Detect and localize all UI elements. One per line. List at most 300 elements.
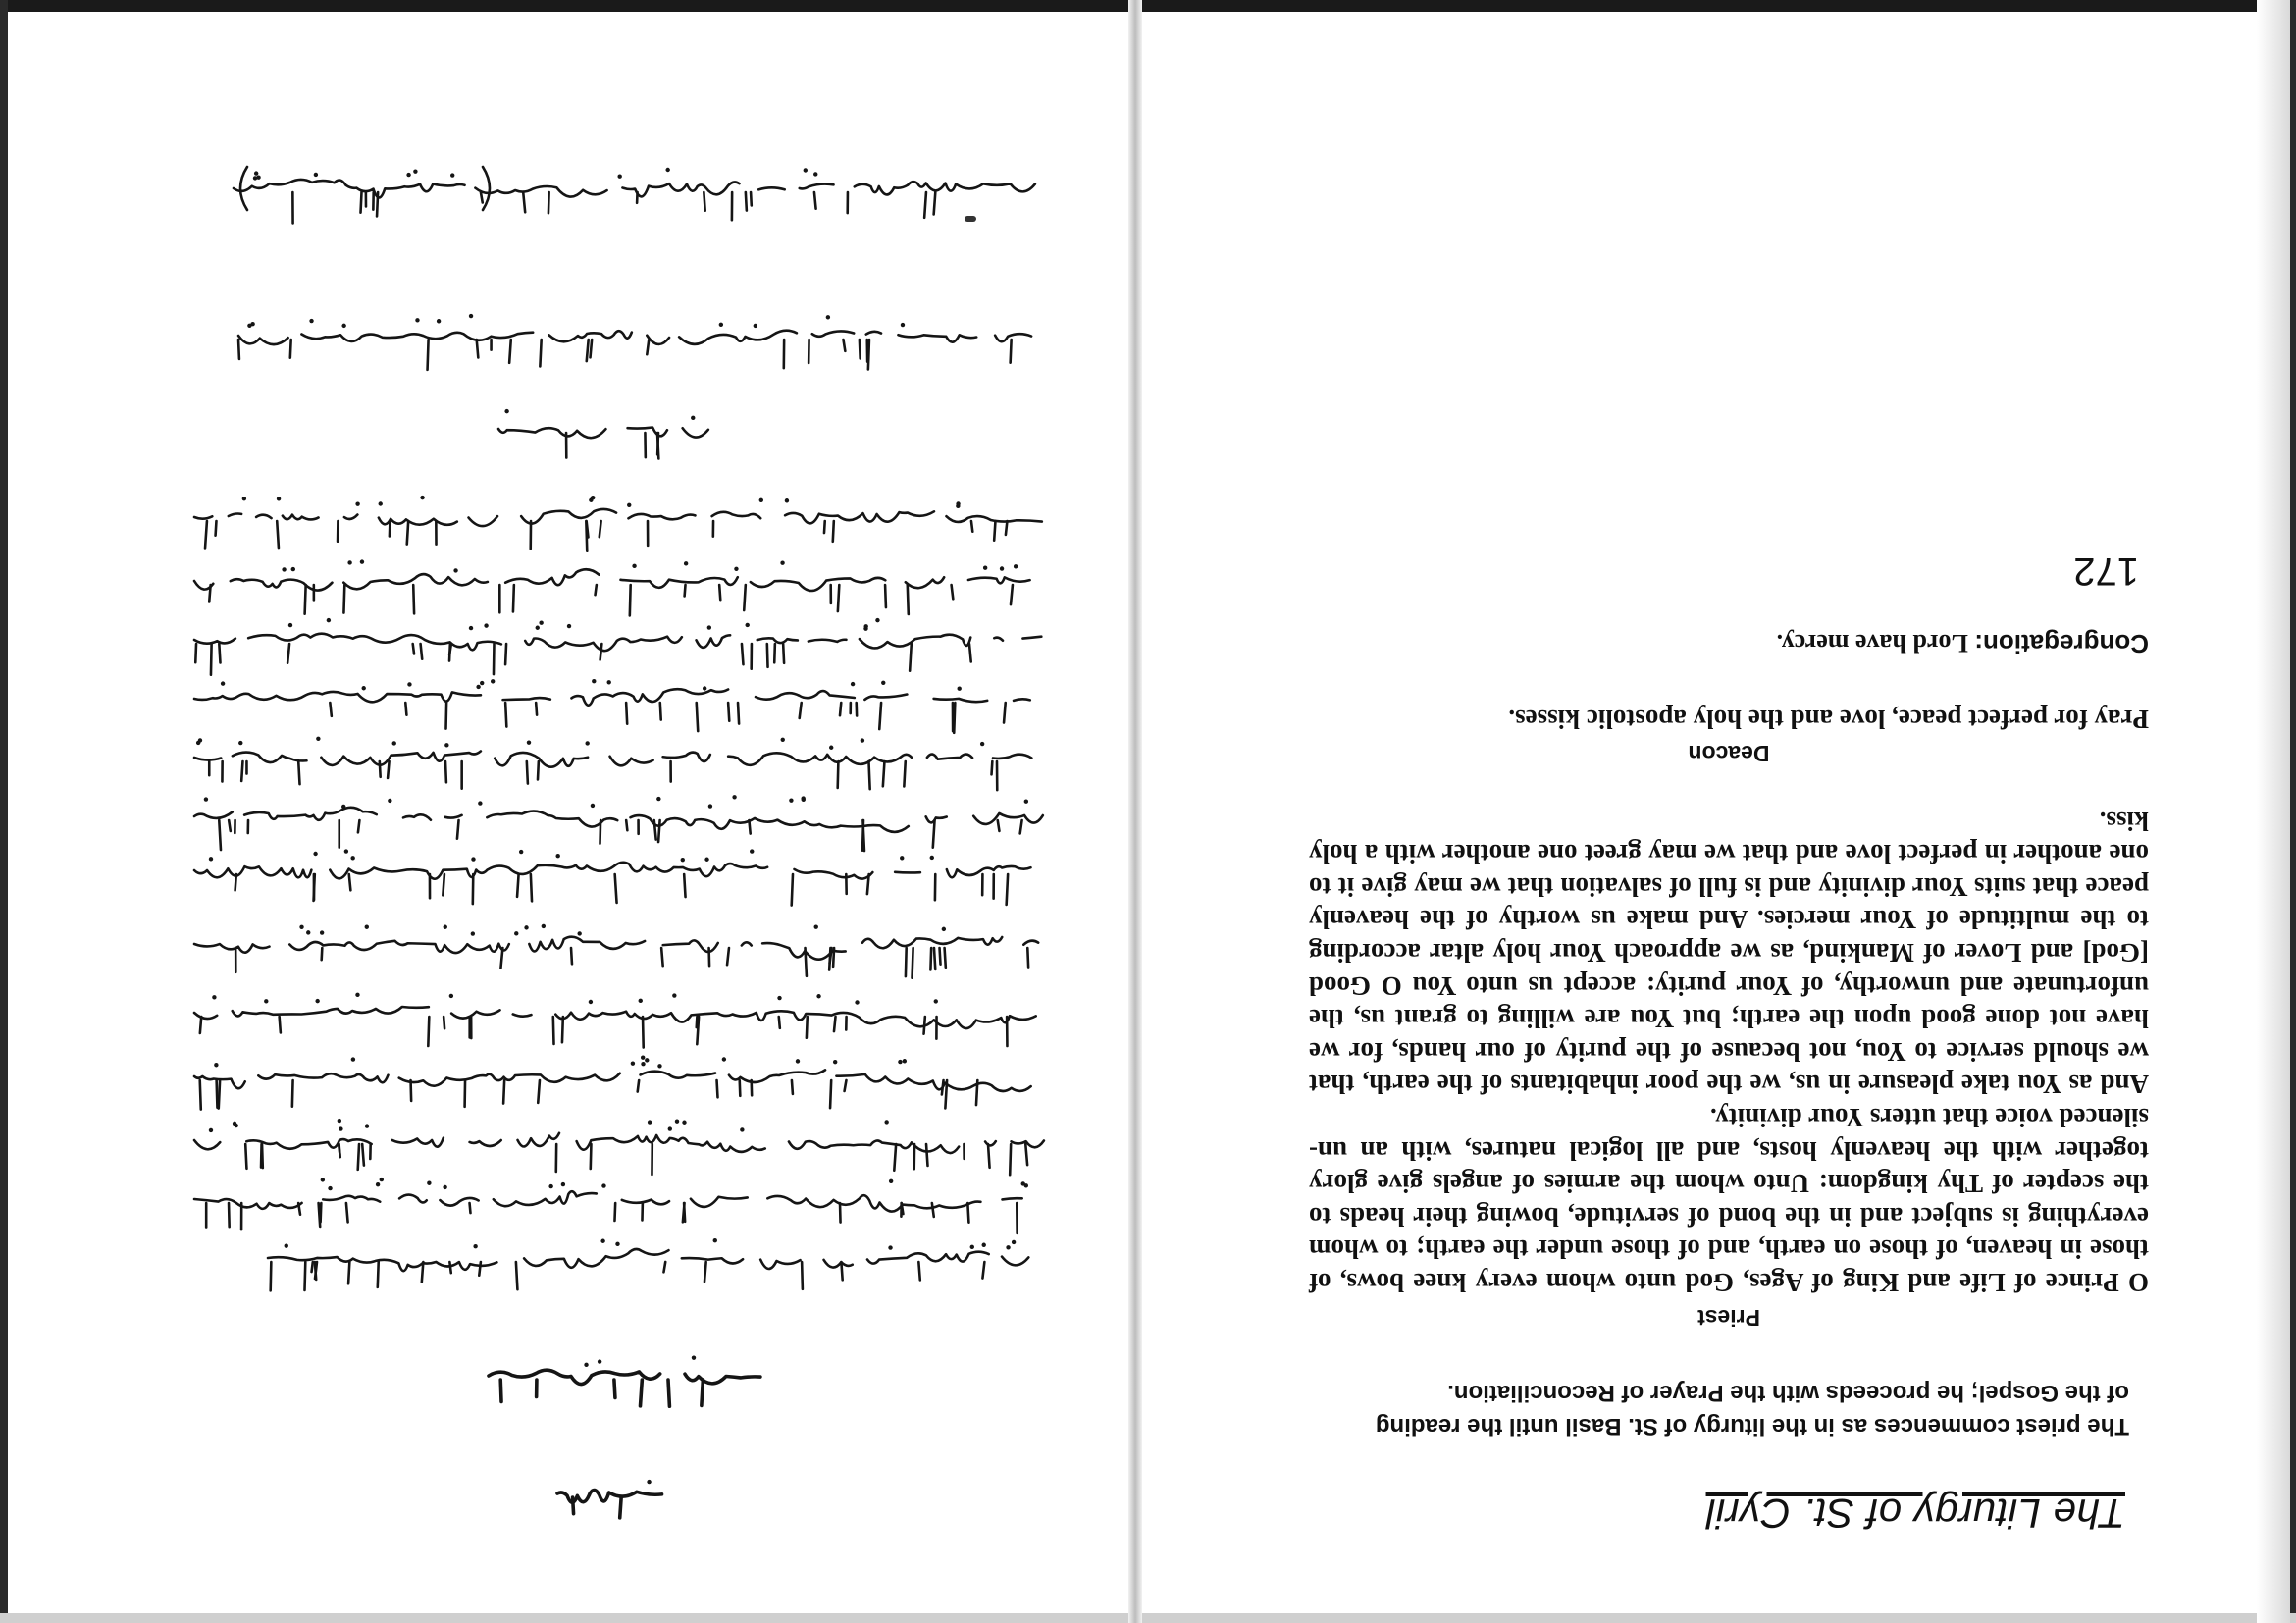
handwriting-stroke <box>319 1203 321 1227</box>
handwriting-stroke <box>407 521 408 545</box>
handwriting-stroke <box>1011 585 1013 604</box>
handwriting-dot <box>341 805 345 809</box>
handwriting-stroke <box>930 948 931 969</box>
handwriting-dot <box>444 925 447 929</box>
handwriting-dot <box>732 795 736 799</box>
scan-left-edge <box>0 0 8 1623</box>
handwriting-stroke <box>638 1080 639 1092</box>
handwriting-dot <box>740 1127 744 1131</box>
handwriting-dot <box>615 1242 619 1246</box>
handwriting-stroke <box>614 1380 615 1397</box>
handwriting-stroke <box>538 1080 540 1103</box>
priest-prayer-paragraph-1: O Prince of Life and King of Ages, God unto whom every knee bows, of those in heaven, of those on earth, and of those under the earth; to whom everything is subject and in the bond of servitude, bowing their heads to the scepter of Thy kingdom: Unto whom the armies of angels give glory together with the heavenly hosts, and all logical natures, with an un-silenced voice that utters Your divinity. <box>1309 1103 2149 1297</box>
handwriting-dot <box>214 1063 218 1067</box>
handwriting-stroke <box>879 703 881 729</box>
handwriting-stroke <box>926 1144 927 1166</box>
handwriting-dot <box>589 1000 593 1004</box>
handwriting-stroke <box>1011 340 1012 363</box>
handwriting-stroke <box>945 1080 947 1108</box>
handwriting-dot <box>212 995 216 999</box>
handwriting-dot <box>601 1183 605 1187</box>
handwriting-stroke <box>277 521 279 548</box>
handwriting-dot <box>881 681 885 685</box>
handwriting-stroke <box>280 1017 281 1032</box>
handwriting-stroke <box>540 340 541 366</box>
handwriting-stroke <box>405 703 406 715</box>
handwriting-dot <box>478 801 482 805</box>
handwriting-dot <box>360 559 364 563</box>
handwriting-stroke <box>1006 521 1008 535</box>
handwriting-stroke <box>457 820 459 839</box>
handwriting-dot <box>338 1119 341 1123</box>
handwriting-stroke <box>571 948 572 964</box>
handwriting-stroke <box>517 874 519 897</box>
handwriting-stroke <box>443 874 444 895</box>
handwriting-stroke <box>952 585 954 599</box>
handwriting-stroke <box>840 1203 841 1223</box>
handwriting-dot <box>801 796 805 800</box>
page-title: The Liturgy of St. Cyril <box>1705 1491 2125 1537</box>
handwriting-stroke <box>245 1144 246 1169</box>
page-number: 172 <box>2073 550 2139 594</box>
handwriting-dot <box>707 625 711 629</box>
handwriting-stroke <box>553 1017 554 1044</box>
handwriting-dot <box>539 621 543 625</box>
handwriting-stroke <box>657 433 658 459</box>
handwriting-stroke <box>500 948 502 969</box>
handwriting-dot <box>785 498 789 502</box>
handwriting-stroke <box>413 585 414 613</box>
handwriting-stroke <box>362 1144 364 1166</box>
handwriting-stroke <box>717 1080 718 1097</box>
handwriting-stroke <box>945 948 946 968</box>
handwriting-dot <box>750 849 754 853</box>
handwriting-stroke <box>358 1144 359 1170</box>
handwriting-line-2 <box>238 331 1031 344</box>
handwriting-stroke <box>833 948 834 967</box>
handwriting-dot <box>542 924 546 928</box>
handwriting-stroke <box>933 820 935 848</box>
handwriting-stroke <box>200 1017 201 1033</box>
handwriting-dot <box>641 1056 645 1060</box>
handwriting-dot <box>471 931 475 935</box>
priest-prayer-paragraph-2: And as You take pleasure in us, we the poor inhabitants of the earth, that we should service to You, not because of the purity of our hands, for we have not done good upon the earth; but You are willing to grant us, the unfortunate and unworthy, of Your purity: accept us unto You O Good [God] and Lover of Mankind, as we approach Your holy altar according to the multitude of Your mercies. And make us worthy of the heavenly peace that suits Your divinity and is full of salvation that we may give it to one another in perfect love and that we may greet one another with a holy kiss. <box>1309 806 2149 1100</box>
handwriting-stroke <box>516 1262 518 1289</box>
handwriting-stroke <box>982 1262 984 1279</box>
handwriting-stroke <box>934 948 935 969</box>
handwriting-stroke <box>704 1262 706 1282</box>
handwriting-stroke <box>802 1262 803 1289</box>
handwriting-stroke <box>806 948 807 976</box>
handwriting-dot <box>555 854 559 858</box>
handwriting-stroke <box>615 874 617 903</box>
handwriting-dot <box>668 1126 672 1130</box>
handwriting-dot <box>903 1059 907 1063</box>
handwriting-dot <box>413 169 417 173</box>
handwriting-stroke <box>219 1080 220 1109</box>
handwriting-stroke <box>322 948 323 960</box>
handwriting-stroke <box>792 874 793 906</box>
handwriting-stroke <box>538 761 539 779</box>
handwriting-dot <box>339 1126 342 1130</box>
handwriting-dot <box>703 686 706 690</box>
handwriting-stroke <box>348 1262 349 1283</box>
handwriting-dot <box>351 1057 355 1061</box>
handwriting-line-1 <box>234 180 1035 197</box>
handwriting-stroke <box>740 1080 741 1096</box>
handwriting-stroke <box>663 1262 665 1272</box>
handwriting-stroke <box>643 1017 644 1047</box>
handwriting-dot <box>567 624 571 628</box>
handwriting-stroke <box>219 644 220 662</box>
handwriting-dot <box>591 496 595 499</box>
handwriting-dot <box>672 993 676 997</box>
handwriting-stroke <box>738 703 739 724</box>
handwriting-stroke <box>910 644 912 671</box>
handwriting-stroke <box>918 1262 919 1280</box>
handwriting-dot <box>734 567 738 571</box>
handwriting-dot <box>719 323 723 327</box>
handwriting-dot <box>584 1363 588 1367</box>
handwriting-stroke <box>658 820 660 842</box>
handwriting-lines <box>8 12 1128 1613</box>
handwriting-dot <box>958 687 962 691</box>
handwriting-stroke <box>388 761 389 778</box>
handwriting-dot <box>291 567 295 571</box>
handwriting-dot <box>627 503 631 507</box>
handwriting-stroke <box>954 703 955 733</box>
handwriting-dot <box>970 1245 974 1249</box>
handwriting-stroke <box>312 1262 313 1272</box>
handwriting-stroke <box>779 1017 780 1028</box>
handwriting-stroke <box>477 340 479 357</box>
handwriting-stroke <box>587 340 589 361</box>
handwriting-dot <box>347 560 351 564</box>
handwriting-dot <box>577 931 581 935</box>
handwriting-stroke <box>573 1497 574 1514</box>
handwritten-page <box>8 12 1128 1613</box>
handwriting-dot <box>392 741 396 745</box>
handwriting-stroke <box>840 703 841 715</box>
handwriting-dot <box>437 319 441 323</box>
handwriting-dot <box>469 626 473 630</box>
handwriting-dot <box>691 416 695 420</box>
handwriting-stroke <box>751 192 752 205</box>
handwriting-dot <box>350 856 354 860</box>
handwriting-dot <box>1000 566 1004 570</box>
handwriting-dot <box>607 680 611 684</box>
handwriting-stroke <box>626 703 627 724</box>
handwriting-stroke <box>238 340 239 359</box>
handwriting-dot <box>639 999 643 1003</box>
handwriting-stroke <box>216 521 217 536</box>
caption-parenthesis <box>483 167 490 210</box>
handwriting-dot <box>473 1244 477 1248</box>
handwriting-stroke <box>200 1080 201 1110</box>
handwriting-dot <box>415 318 419 322</box>
handwriting-stroke <box>513 585 514 611</box>
handwriting-dot <box>647 1480 651 1484</box>
handwriting-stroke <box>380 761 381 777</box>
handwriting-stroke <box>924 192 926 218</box>
handwriting-dot <box>826 315 830 319</box>
handwriting-stroke <box>838 585 839 611</box>
handwriting-stroke <box>314 874 315 901</box>
handwriting-dot <box>365 1124 369 1127</box>
handwriting-stroke <box>413 644 414 654</box>
handwriting-stroke <box>867 874 869 894</box>
handwriting-stroke <box>446 703 447 729</box>
handwriting-dot <box>519 850 523 854</box>
handwriting-stroke <box>992 761 993 774</box>
handwriting-dot <box>901 323 905 327</box>
handwriting-dot <box>420 496 424 499</box>
congregation-text: Lord have mercy. <box>1776 629 1968 658</box>
handwriting-dot <box>527 740 531 744</box>
handwriting-stroke <box>390 521 391 536</box>
handwriting-dot <box>480 681 484 685</box>
handwriting-dot <box>450 173 454 177</box>
handwriting-stroke <box>647 340 649 354</box>
handwriting-line-17 <box>489 1370 760 1384</box>
handwriting-stroke <box>346 1203 348 1222</box>
handwriting-stroke <box>1020 820 1022 833</box>
handwriting-dot <box>816 994 820 998</box>
handwriting-stroke <box>339 1144 340 1157</box>
handwriting-line-5 <box>194 569 1048 591</box>
handwriting-stroke <box>195 644 196 662</box>
handwriting-stroke <box>600 644 602 659</box>
handwriting-stroke <box>219 820 221 850</box>
handwriting-dot <box>930 856 934 860</box>
handwriting-stroke <box>1007 874 1008 905</box>
handwriting-dot <box>851 682 855 686</box>
handwriting-stroke <box>378 1262 379 1287</box>
handwriting-dot <box>285 1243 288 1247</box>
handwriting-stroke <box>814 192 816 209</box>
handwriting-stroke <box>654 820 656 840</box>
handwriting-stroke <box>626 820 627 830</box>
handwriting-stroke <box>591 1144 592 1169</box>
handwriting-dot <box>355 501 359 505</box>
handwriting-dot <box>1012 1240 1016 1244</box>
handwriting-dot <box>934 999 938 1003</box>
handwriting-line-18 <box>557 1491 678 1503</box>
handwriting-dot <box>376 1182 380 1186</box>
handwriting-dot <box>898 1060 902 1064</box>
handwriting-stroke <box>727 948 729 965</box>
handwriting-dot <box>641 1062 645 1066</box>
handwriting-stroke <box>445 761 446 782</box>
handwriting-dot <box>379 501 383 505</box>
handwriting-stroke <box>1004 703 1006 723</box>
handwriting-stroke <box>421 644 423 659</box>
handwriting-stroke <box>697 1017 699 1044</box>
handwriting-dot <box>277 497 281 500</box>
handwriting-stroke <box>531 874 532 901</box>
handwriting-stroke <box>843 340 845 351</box>
handwriting-dot <box>888 1245 892 1249</box>
handwriting-stroke <box>744 585 746 610</box>
handwriting-stroke <box>685 585 686 596</box>
handwriting-dot <box>306 930 310 934</box>
handwriting-stroke <box>298 761 299 784</box>
handwriting-stroke <box>969 644 971 661</box>
handwriting-dot <box>341 324 345 328</box>
handwriting-dot <box>209 1128 213 1132</box>
handwriting-stroke <box>774 644 775 662</box>
handwriting-stroke <box>998 820 1000 831</box>
handwriting-stroke <box>862 820 863 851</box>
handwriting-dot <box>264 999 268 1003</box>
handwriting-dot <box>631 1061 635 1065</box>
handwriting-line-13 <box>194 1070 1031 1091</box>
handwriting-stroke <box>523 192 525 212</box>
handwriting-stroke <box>841 1262 842 1280</box>
handwriting-dot <box>889 1179 893 1183</box>
handwriting-stroke <box>479 1262 481 1276</box>
handwriting-dot <box>427 1181 431 1185</box>
handwriting-stroke <box>349 874 351 890</box>
handwriting-dot <box>536 626 540 630</box>
handwriting-dot <box>682 1121 686 1125</box>
scan-bottom-edge <box>0 1613 2296 1623</box>
handwriting-dot <box>362 686 366 690</box>
handwriting-dot <box>884 1120 888 1124</box>
handwriting-dot <box>657 1064 661 1068</box>
handwriting-stroke <box>620 1497 621 1518</box>
handwriting-stroke <box>940 948 941 965</box>
handwriting-stroke <box>932 1203 934 1217</box>
handwriting-line-4 <box>194 509 1042 526</box>
handwriting-stroke <box>767 644 768 667</box>
handwriting-dot <box>632 564 636 568</box>
handwriting-dot <box>789 798 793 802</box>
handwriting-stroke <box>505 644 506 664</box>
handwriting-dot <box>484 623 488 627</box>
handwriting-stroke <box>908 585 909 614</box>
handwriting-dot <box>504 409 508 413</box>
scan-right-edge <box>2290 0 2296 1623</box>
handwriting-stroke <box>591 340 593 357</box>
book-gutter <box>1128 0 1142 1623</box>
handwriting-dot <box>299 925 303 929</box>
handwriting-stroke <box>292 1080 293 1107</box>
handwriting-stroke <box>241 761 242 781</box>
handwriting-dot <box>355 993 359 997</box>
handwriting-stroke <box>868 761 869 789</box>
handwriting-dot <box>449 994 453 998</box>
handwriting-stroke <box>377 192 378 216</box>
handwriting-stroke <box>614 1203 615 1221</box>
handwriting-line-7 <box>194 689 1052 706</box>
handwriting-dot <box>247 324 251 328</box>
handwriting-stroke <box>229 820 231 831</box>
handwriting-dot <box>316 737 320 741</box>
handwriting-dot <box>796 1059 800 1063</box>
handwriting-stroke <box>924 1017 925 1034</box>
handwriting-line-16 <box>268 1249 1028 1271</box>
handwriting-dot <box>561 1182 565 1186</box>
priest-label: Priest <box>1697 1305 1760 1331</box>
handwriting-line-14 <box>194 1133 1044 1153</box>
handwriting-stroke <box>904 761 905 786</box>
handwriting-dot <box>813 172 817 176</box>
handwriting-stroke <box>358 820 360 832</box>
handwriting-stroke <box>719 585 720 600</box>
handwriting-dot <box>388 799 391 803</box>
handwriting-stroke <box>262 1144 263 1168</box>
handwriting-stroke <box>830 1080 831 1108</box>
handwriting-dot <box>309 319 313 323</box>
handwriting-dot <box>814 924 818 928</box>
handwriting-stroke <box>800 703 802 718</box>
handwriting-dot <box>548 1184 552 1188</box>
handwriting-stroke <box>942 1080 944 1094</box>
handwriting-stroke <box>1010 1144 1011 1175</box>
handwriting-stroke <box>470 1203 471 1213</box>
handwriting-stroke <box>509 340 511 363</box>
handwriting-stroke <box>481 192 483 202</box>
handwriting-dot <box>645 1058 649 1062</box>
handwriting-dot <box>681 858 685 862</box>
handwriting-stroke <box>683 1203 685 1222</box>
handwriting-stroke <box>742 644 744 664</box>
handwriting-line-12 <box>194 1007 1036 1028</box>
handwriting-stroke <box>211 644 212 675</box>
handwriting-stroke <box>205 521 207 548</box>
handwriting-dot <box>1014 564 1018 568</box>
handwriting-stroke <box>304 1262 305 1290</box>
handwriting-stroke <box>536 703 537 715</box>
caption-parenthesis <box>240 167 247 210</box>
handwriting-stroke <box>428 340 429 370</box>
handwriting-dot <box>746 623 750 627</box>
handwriting-stroke <box>287 644 289 663</box>
congregation-label: Congregation: <box>1974 629 2149 659</box>
handwriting-dot <box>198 738 202 742</box>
handwriting-stroke <box>298 1203 300 1215</box>
handwriting-dot <box>476 685 480 689</box>
handwriting-dot <box>443 1185 446 1189</box>
handwriting-stroke <box>697 703 698 731</box>
handwriting-dot <box>471 857 475 861</box>
handwriting-stroke <box>548 192 549 213</box>
handwriting-stroke <box>361 192 362 213</box>
handwriting-stroke <box>1025 1144 1027 1165</box>
handwriting-dot <box>777 996 781 1000</box>
handwriting-dot <box>829 746 833 750</box>
handwriting-stroke <box>587 521 589 537</box>
handwriting-dot <box>320 930 324 934</box>
handwriting-dot <box>328 1186 332 1190</box>
handwriting-dot <box>288 623 292 627</box>
handwriting-stroke <box>411 1080 412 1101</box>
handwriting-stroke <box>684 874 685 897</box>
handwriting-stroke <box>885 585 886 607</box>
handwriting-stroke <box>660 703 661 720</box>
handwriting-stroke <box>883 761 885 786</box>
handwriting-stroke <box>503 1080 504 1104</box>
handwriting-dot <box>861 738 864 742</box>
handwriting-stroke <box>217 1080 218 1108</box>
handwriting-stroke <box>527 761 528 784</box>
handwriting-stroke <box>449 644 451 654</box>
handwriting-line-3 <box>498 428 708 439</box>
handwriting-dot <box>665 168 669 172</box>
handwriting-stroke <box>661 948 662 966</box>
handwriting-dot <box>600 1239 604 1243</box>
